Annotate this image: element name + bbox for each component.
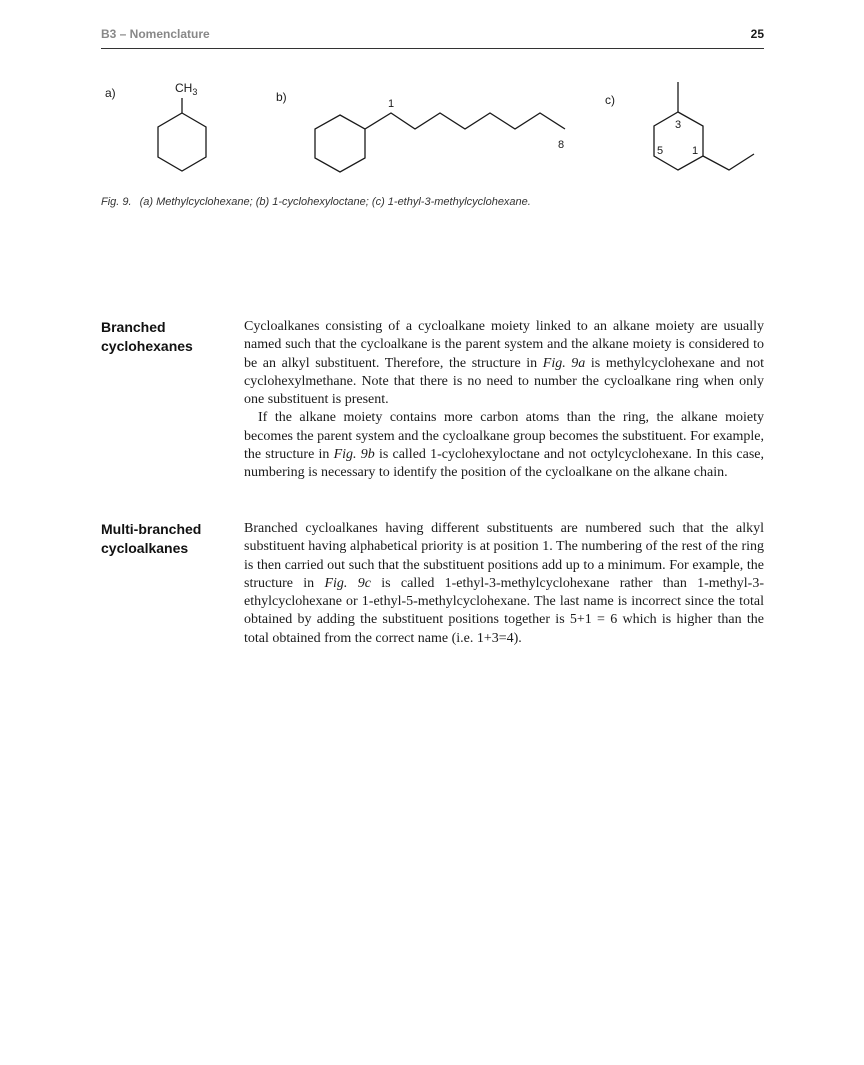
figure-ref: Fig. 9c: [324, 575, 371, 591]
ch3-label: $CH_3$: [175, 81, 198, 97]
label-b: b): [276, 90, 287, 104]
caption-label: Fig. 9.: [101, 196, 132, 208]
figure-9: [95, 72, 775, 192]
locant-c-1: 1: [692, 145, 699, 157]
paragraph: Cycloalkanes consisting of a cycloalkane moiety linked to an alkane moiety are usually named such that the cycloalkane is the parent system and the alkane moiety is considered to be an alkyl substituent. Therefore, the structure in Fig. 9a is methylcyclohexane and not cyclohexylmethane. Note that there is no need to number the cycloalkane ring when only one substituent is present.: [244, 319, 764, 408]
paragraph: Branched cycloalkanes having different substituents are numbered such that the alkyl substituent having alphabetical priority is at position 1. The numbering of the rest of the ring is then carried out such that the substituent positions add up to a minimum. For example, the structure in Fig. 9c is called 1-ethyl-3-methylcyclohexane rather than 1-methyl-3-ethylcyclohexane or 1-ethyl-5-methylcyclohexane. The last name is incorrect since the total obtained by adding the substituent positions together is 5+1 = 6 which is higher than the total obtained from the correct name (i.e. 1+3=4).: [244, 521, 764, 646]
octyl-chain: [365, 113, 565, 129]
figure-ref: Fig. 9a: [542, 355, 586, 371]
side-heading: Branched cyclohexanes: [101, 319, 193, 354]
section-body: [244, 318, 764, 483]
figure-caption: [101, 196, 764, 208]
cyclohexane-ring-b: [315, 115, 365, 172]
section-body: [244, 520, 764, 648]
paragraph: If the alkane moiety contains more carbon atoms than the ring, the alkane moiety becomes the parent system and the cycloalkane group becomes the substituent. For example, the structure in Fig. 9b is called 1-cyclohexyloctane and not octylcyclohexane. In this case, numbering is necessary to identify the position of the cycloalkane on the alkane chain.: [244, 410, 764, 481]
figure-ref: Fig. 9b: [333, 447, 375, 463]
page-number: 25: [750, 27, 764, 41]
locant-c-5: 5: [657, 145, 664, 157]
locant-b-8: 8: [558, 139, 565, 151]
page-header: [101, 26, 764, 49]
section-title: B3 – Nomenclature: [101, 27, 210, 41]
label-c: c): [605, 93, 615, 107]
ethyl-bond-c: [703, 154, 754, 170]
caption-text: (a) Methylcyclohexane; (b) 1-cyclohexyloctane; (c) 1-ethyl-3-methylcyclohexane.: [139, 196, 531, 208]
side-heading: Multi-branched cycloalkanes: [101, 521, 202, 556]
locant-b-1: 1: [388, 98, 395, 110]
chemical-structures: [95, 72, 775, 192]
cyclohexane-ring-a: [158, 113, 206, 171]
label-a: a): [105, 86, 116, 100]
locant-c-3: 3: [675, 119, 682, 131]
